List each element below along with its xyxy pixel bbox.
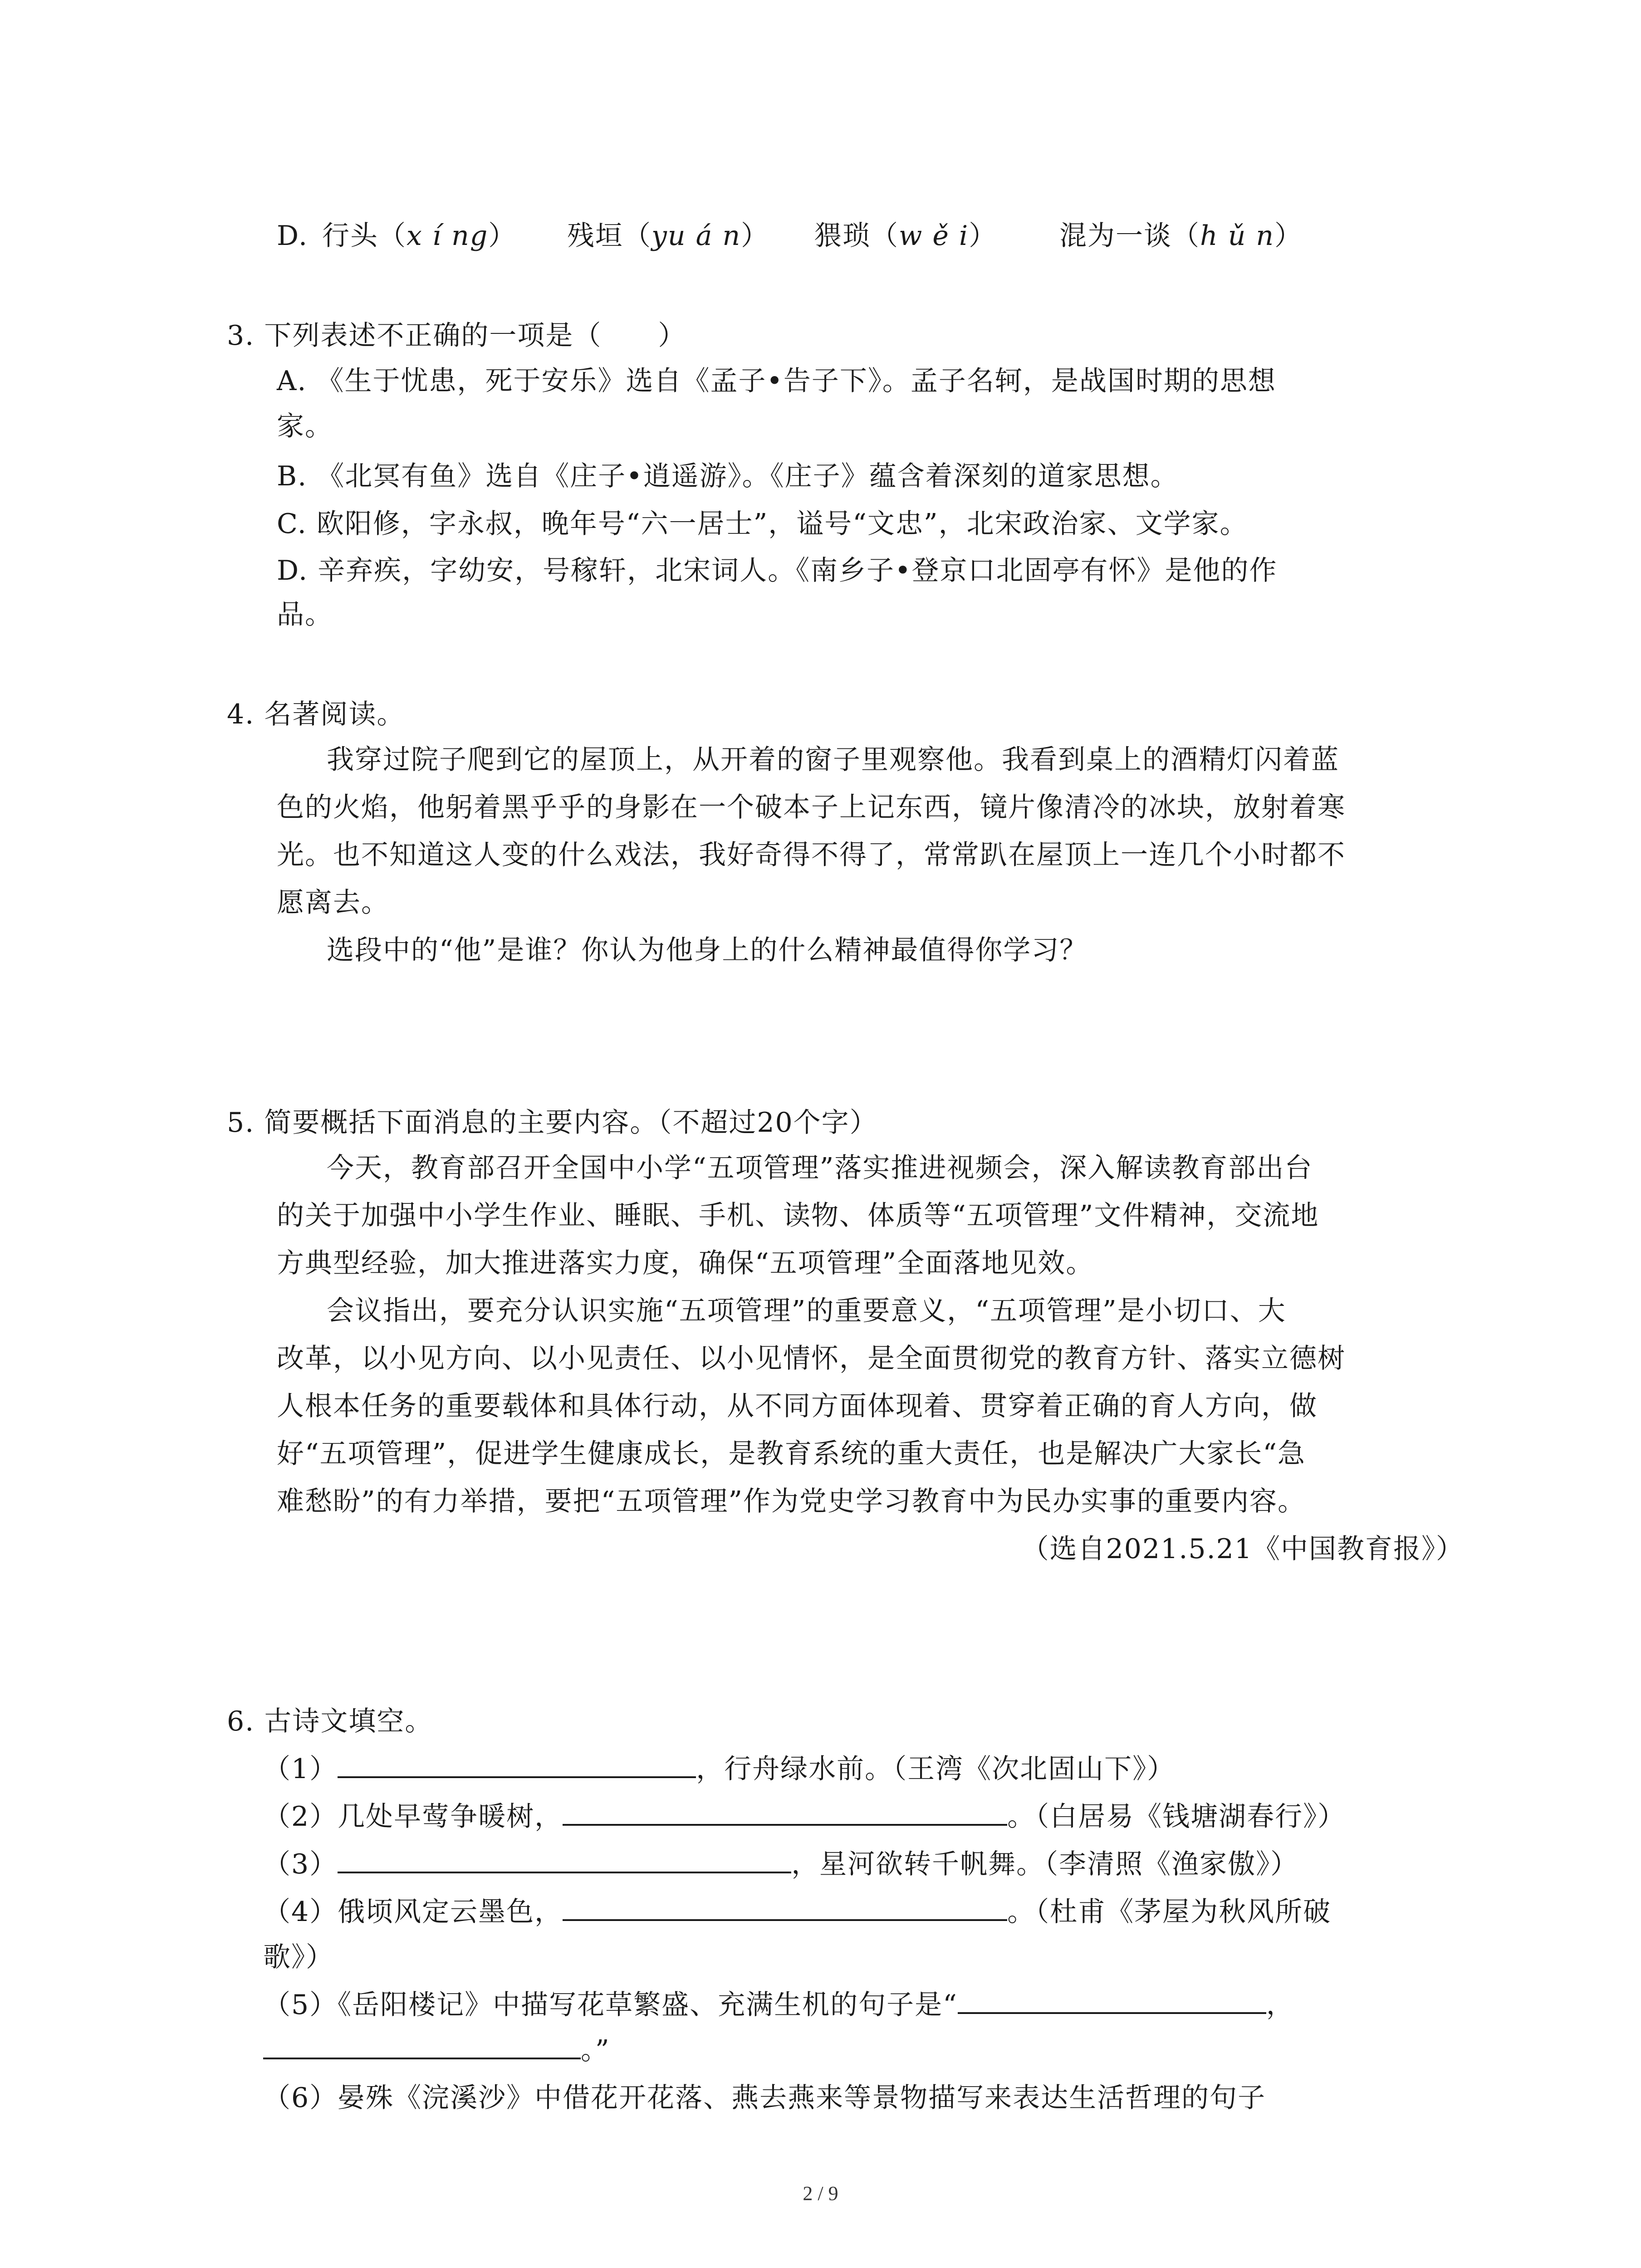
q6-item-1 bbox=[263, 1755, 1175, 1783]
q6-item-4-cont: 歌》） bbox=[263, 1941, 334, 1973]
q5-passage-line: 的关于加强中小学生作业、睡眠、手机、读物、体质等“五项管理”文件精神，交流地 bbox=[277, 1200, 1319, 1232]
q3-option-b: B. 《北冥有鱼》选自《庄子•逍遥游》。《庄子》蕴含着深刻的道家思想。 bbox=[277, 460, 1179, 492]
q3-stem: 3. 下列表述不正确的一项是（ ） bbox=[227, 320, 686, 352]
q2-item-4: 混为一谈（h ǔ n） bbox=[1059, 220, 1303, 252]
q6-stem: 6. 古诗文填空。 bbox=[227, 1706, 433, 1737]
answer-blank[interactable] bbox=[563, 1916, 1007, 1921]
q4-passage-line: 愿离去。 bbox=[277, 887, 389, 919]
q6-item-text: ，星河欲转千帆舞。（李清照《渔家傲》） bbox=[791, 1848, 1299, 1880]
answer-blank[interactable] bbox=[958, 2009, 1266, 2014]
q6-item-5 bbox=[263, 1991, 1294, 2019]
q6-item-5-cont bbox=[263, 2034, 610, 2066]
q5-passage-line: 方典型经验，加大推进落实力度，确保“五项管理”全面落地见效。 bbox=[277, 1247, 1094, 1279]
page-number: 2 / 9 bbox=[803, 2182, 838, 2204]
q2-item-2: 残垣（yu á n） bbox=[567, 220, 769, 252]
q4-stem: 4. 名著阅读。 bbox=[227, 699, 405, 730]
q5-source: （选自2021.5.21《中国教育报》） bbox=[1021, 1533, 1464, 1565]
answer-blank[interactable] bbox=[338, 1773, 696, 1778]
q6-item-text: 。（白居易《钱塘湖春行》） bbox=[1007, 1801, 1346, 1833]
q4-passage-line: 色的火焰，他躬着黑乎乎的身影在一个破本子上记东西，镜片像清冷的冰块，放射着寒 bbox=[277, 792, 1346, 823]
q3-option-c: C. 欧阳修，字永叔，晚年号“六一居士”，谥号“文忠”，北宋政治家、文学家。 bbox=[277, 508, 1248, 540]
answer-blank[interactable] bbox=[338, 1868, 791, 1873]
q2-item-3: 猥琐（w ě i） bbox=[814, 220, 997, 252]
q6-item-3 bbox=[263, 1848, 1299, 1880]
q6-item-6: （6）晏殊《浣溪沙》中借花开花落、燕去燕来等景物描写来表达生活哲理的句子 bbox=[263, 2082, 1266, 2114]
q4-passage-line: 我穿过院子爬到它的屋顶上，从开着的窗子里观察他。我看到桌上的酒精灯闪着蓝 bbox=[327, 744, 1339, 776]
q5-passage-line: 今天，教育部召开全国中小学“五项管理”落实推进视频会，深入解读教育部出台 bbox=[327, 1152, 1313, 1184]
answer-blank[interactable] bbox=[563, 1820, 1007, 1826]
q6-item-2 bbox=[263, 1801, 1346, 1833]
q6-item-number: （3） bbox=[263, 1848, 338, 1880]
q4-question: 选段中的“他”是谁？你认为他身上的什么精神最值得你学习？ bbox=[327, 934, 1088, 966]
q6-item-text: （4）俄顷风定云墨色， bbox=[263, 1896, 563, 1928]
q2-option-d bbox=[277, 220, 1303, 252]
q6-item-text: ， bbox=[1266, 1989, 1294, 2021]
q2-option-d-label: D. bbox=[277, 220, 309, 252]
q5-passage-line: 难愁盼”的有力举措，要把“五项管理”作为党史学习教育中为民办实事的重要内容。 bbox=[277, 1486, 1306, 1517]
answer-blank[interactable] bbox=[263, 2054, 581, 2059]
q5-passage-line: 人根本任务的重要载体和具体行动，从不同方面体现着、贯穿着正确的育人方向，做 bbox=[277, 1390, 1318, 1422]
q6-item-4 bbox=[263, 1898, 1331, 1926]
q6-item-text: 。” bbox=[581, 2034, 610, 2066]
q5-passage-line: 好“五项管理”，促进学生健康成长，是教育系统的重大责任，也是解决广大家长“急 bbox=[277, 1438, 1306, 1470]
q3-option-a: A. 《生于忧患，死于安乐》选自《孟子•告子下》。孟子名轲，是战国时期的思想 bbox=[277, 365, 1276, 397]
q5-passage-line: 改革，以小见方向、以小见责任、以小见情怀，是全面贯彻党的教育方针、落实立德树 bbox=[277, 1343, 1346, 1374]
q6-item-number: （1） bbox=[263, 1753, 338, 1785]
q2-item-1: 行头（x í ng） bbox=[322, 220, 517, 252]
q5-stem: 5. 简要概括下面消息的主要内容。（不超过20个字） bbox=[227, 1107, 878, 1139]
q4-passage-line: 光。也不知道这人变的什么戏法，我好奇得不得了，常常趴在屋顶上一连几个小时都不 bbox=[277, 839, 1346, 871]
q3-option-a-cont: 家。 bbox=[277, 411, 333, 442]
q5-passage-line: 会议指出，要充分认识实施“五项管理”的重要意义，“五项管理”是小切口、大 bbox=[327, 1295, 1286, 1327]
q6-item-text: （2）几处早莺争暖树， bbox=[263, 1801, 563, 1833]
q3-option-d-cont: 品。 bbox=[277, 599, 333, 631]
q6-item-text: ，行舟绿水前。（王湾《次北固山下》） bbox=[696, 1753, 1176, 1785]
q6-item-text: （5）《岳阳楼记》中描写花草繁盛、充满生机的句子是“ bbox=[263, 1989, 958, 2021]
q6-item-text: 。（杜甫《茅屋为秋风所破 bbox=[1007, 1896, 1332, 1928]
q3-option-d: D. 辛弃疾，字幼安，号稼轩，北宋词人。《南乡子•登京口北固亭有怀》是他的作 bbox=[277, 555, 1278, 587]
